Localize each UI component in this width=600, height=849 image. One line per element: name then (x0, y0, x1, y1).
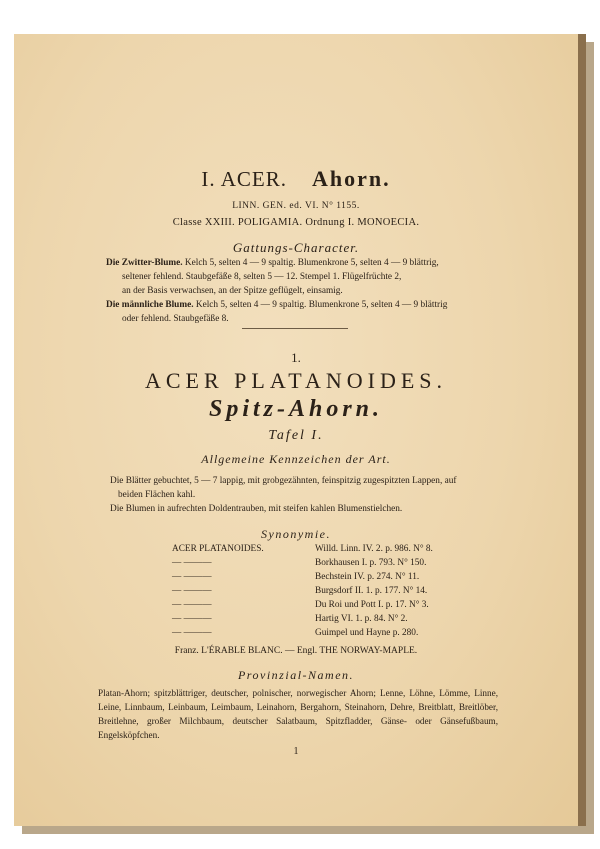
species-number: 1. (291, 350, 301, 365)
genus-character-text: oder fehlend. Staubgefäße 8. (122, 314, 229, 324)
synonym-name: — ——— (172, 572, 212, 582)
genus-character-heading: Gattungs-Character. (232, 240, 360, 255)
characteristics-line: Die Blumen in aufrechten Doldentrauben, mit steifen kahlen Blumenstielchen. (110, 504, 403, 514)
genus-title (14, 166, 578, 192)
flower-type-label: Die männliche Blume. (106, 300, 194, 310)
genus-character-line (122, 284, 343, 298)
characteristics-line: beiden Flächen kahl. (118, 490, 196, 500)
genus-character-line (122, 312, 229, 326)
flower-type-label: Die Zwitter-Blume. (106, 258, 183, 268)
genus-character-text: Kelch 5, selten 4 — 9 spaltig. Blumenkrone 5, selten 4 — 9 blättrig, (182, 258, 439, 268)
synonym-name: ACER PLATANOIDES. (172, 544, 264, 554)
synonym-reference: Borkhausen I. p. 793. N° 150. (315, 558, 427, 568)
plate-label: Tafel I. (268, 428, 324, 443)
linnaeus-reference: LINN. GEN. ed. VI. N° 1155. (232, 201, 360, 211)
synonym-reference: Bechstein IV. p. 274. N° 11. (315, 572, 420, 582)
section-divider (242, 328, 348, 329)
synonym-name: — ——— (172, 628, 212, 638)
genus-title-german: Ahorn. (311, 166, 391, 191)
genus-title-latin: I. ACER. (201, 167, 287, 191)
genus-character-text: an der Basis verwachsen, an der Spitze geflügelt, einsamig. (122, 286, 343, 296)
genus-character-text: Kelch 5, selten 4 — 9 spaltig. Blumenkrone 5, selten 4 — 9 blättrig (193, 300, 448, 310)
species-german-name: Spitz-Ahorn. (208, 396, 384, 422)
page-number: 1 (293, 746, 299, 757)
genus-character-line (106, 256, 439, 270)
synonym-reference: Du Roi und Pott I. p. 17. N° 3. (315, 600, 429, 610)
synonym-name: — ——— (172, 586, 212, 596)
synonym-name: — ——— (172, 600, 212, 610)
synonym-reference: Willd. Linn. IV. 2. p. 986. N° 8. (315, 544, 433, 554)
genus-character-text: seltener fehlend. Staubgefäße 8, selten 5 — 12. Stempel 1. Flügelfrüchte 2, (122, 272, 402, 282)
synonym-name: — ——— (172, 558, 212, 568)
foreign-names-line: Franz. L'ÉRABLE BLANC. — Engl. THE NORWAY-MAPLE. (174, 646, 418, 656)
genus-character-line (122, 270, 401, 284)
genus-character-line (106, 298, 447, 312)
characteristics-line: Die Blätter gebuchtet, 5 — 7 lappig, mit grobgezähnten, feinspitzig zugespitzten Lappen, auf (110, 476, 457, 486)
provincial-names-text: Platan-Ahorn; spitzblättriger, deutscher, polnischer, norwegischer Ahorn; Lenne, Löhne, Lömme, Linne, Leine, Linnbaum, Leinbaum, Leimbaum, Leinahorn, Bergahorn, Steinahorn, Dehre, Breitblatt, Breitlöber, Breitlehne, großer Milchbaum, deutscher Salatbaum, Spitzfladder, Gänse- oder Gänsefußbaum, Engelsköpfchen. (98, 688, 498, 740)
classification-line: Classe XXIII. POLIGAMIA. Ordnung I. MONOECIA. (172, 217, 420, 228)
species-characteristics-heading: Allgemeine Kennzeichen der Art. (201, 452, 391, 466)
provincial-names-heading: Provinzial-Namen. (237, 668, 355, 682)
synonym-reference: Burgsdorf II. 1. p. 177. N° 14. (315, 586, 428, 596)
species-latin-name: ACER PLATANOIDES. (144, 368, 448, 393)
synonym-reference: Hartig VI. 1. p. 84. N° 2. (315, 614, 408, 624)
synonymie-heading: Synonymie. (261, 527, 331, 541)
book-page (14, 34, 586, 826)
synonym-name: — ——— (172, 614, 212, 624)
synonym-reference: Guimpel und Hayne p. 280. (315, 628, 419, 638)
